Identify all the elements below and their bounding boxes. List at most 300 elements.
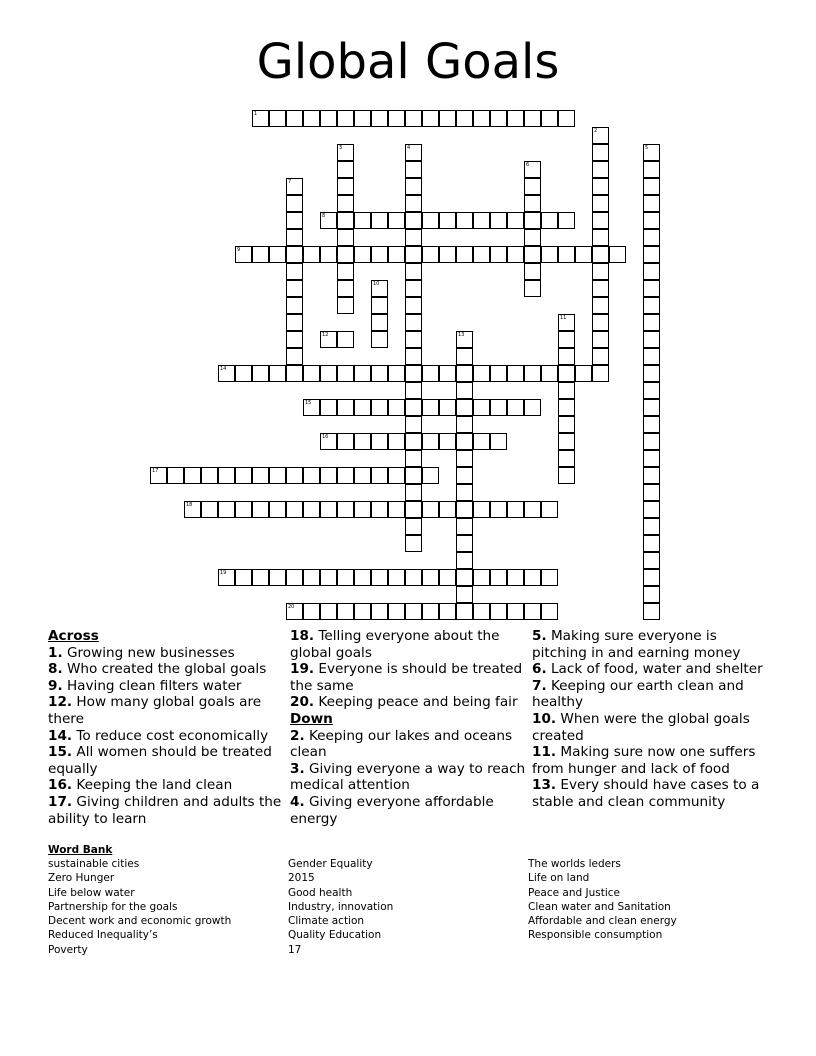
crossword-cell[interactable]	[507, 569, 524, 586]
crossword-cell[interactable]	[643, 586, 660, 603]
cell-number: 12	[322, 332, 329, 338]
crossword-cell[interactable]	[320, 501, 337, 518]
crossword-cell[interactable]	[609, 246, 626, 263]
crossword-cell[interactable]	[422, 399, 439, 416]
crossword-cell[interactable]	[439, 246, 456, 263]
crossword-cell[interactable]	[218, 569, 235, 586]
crossword-cell[interactable]	[439, 603, 456, 620]
crossword-cell[interactable]	[456, 382, 473, 399]
crossword-cell[interactable]	[286, 365, 303, 382]
crossword-cell[interactable]	[541, 569, 558, 586]
crossword-cell[interactable]	[473, 569, 490, 586]
crossword-cell[interactable]	[405, 280, 422, 297]
crossword-cell[interactable]	[405, 144, 422, 161]
crossword-cell[interactable]	[337, 501, 354, 518]
crossword-cell[interactable]	[337, 603, 354, 620]
crossword-cell[interactable]	[354, 246, 371, 263]
crossword-cell[interactable]	[218, 365, 235, 382]
crossword-cell[interactable]	[405, 450, 422, 467]
crossword-cell[interactable]	[337, 365, 354, 382]
crossword-cell[interactable]	[422, 603, 439, 620]
crossword-cell[interactable]	[320, 467, 337, 484]
clue-item	[532, 678, 772, 711]
crossword-cell[interactable]	[524, 569, 541, 586]
crossword-cell[interactable]	[456, 246, 473, 263]
word-bank-item: Good health	[288, 886, 353, 899]
crossword-cell[interactable]	[388, 501, 405, 518]
crossword-cell[interactable]	[388, 603, 405, 620]
crossword-cell[interactable]	[643, 382, 660, 399]
crossword-cell[interactable]	[524, 603, 541, 620]
crossword-cell[interactable]	[337, 280, 354, 297]
crossword-cell[interactable]	[269, 569, 286, 586]
crossword-cell[interactable]	[643, 229, 660, 246]
crossword-cell[interactable]	[286, 178, 303, 195]
crossword-cell[interactable]	[507, 501, 524, 518]
crossword-cell[interactable]	[456, 484, 473, 501]
crossword-cell[interactable]	[473, 501, 490, 518]
crossword-cell[interactable]	[405, 263, 422, 280]
crossword-cell[interactable]	[303, 246, 320, 263]
crossword-cell[interactable]	[286, 212, 303, 229]
crossword-cell[interactable]	[524, 212, 541, 229]
crossword-cell[interactable]	[388, 246, 405, 263]
crossword-cell[interactable]	[337, 297, 354, 314]
crossword-cell[interactable]	[643, 603, 660, 620]
crossword-cell[interactable]	[337, 569, 354, 586]
crossword-cell[interactable]	[575, 246, 592, 263]
crossword-cell[interactable]	[286, 501, 303, 518]
crossword-cell[interactable]	[371, 399, 388, 416]
crossword-cell[interactable]	[371, 314, 388, 331]
crossword-cell[interactable]	[592, 297, 609, 314]
crossword-cell[interactable]	[405, 433, 422, 450]
crossword-cell[interactable]	[286, 246, 303, 263]
crossword-cell[interactable]	[643, 195, 660, 212]
crossword-cell[interactable]	[592, 229, 609, 246]
crossword-cell[interactable]	[524, 161, 541, 178]
crossword-cell[interactable]	[507, 399, 524, 416]
crossword-cell[interactable]	[456, 467, 473, 484]
crossword-cell[interactable]	[337, 178, 354, 195]
crossword-cell[interactable]	[643, 280, 660, 297]
crossword-cell[interactable]	[405, 382, 422, 399]
crossword-cell[interactable]	[558, 331, 575, 348]
crossword-cell[interactable]	[592, 331, 609, 348]
crossword-cell[interactable]	[320, 246, 337, 263]
crossword-cell[interactable]	[490, 501, 507, 518]
crossword-cell[interactable]	[354, 467, 371, 484]
crossword-cell[interactable]	[150, 467, 167, 484]
clue-number: 13.	[532, 777, 557, 794]
crossword-cell[interactable]	[422, 110, 439, 127]
crossword-cell[interactable]	[388, 399, 405, 416]
crossword-cell[interactable]	[354, 399, 371, 416]
word-bank-item: Peace and Justice	[528, 886, 621, 899]
crossword-cell[interactable]	[456, 552, 473, 569]
crossword-cell[interactable]	[643, 246, 660, 263]
crossword-cell[interactable]	[303, 399, 320, 416]
crossword-cell[interactable]	[252, 467, 269, 484]
crossword-cell[interactable]	[269, 501, 286, 518]
crossword-cell[interactable]	[439, 399, 456, 416]
crossword-cell[interactable]	[405, 501, 422, 518]
crossword-cell[interactable]	[371, 331, 388, 348]
crossword-cell[interactable]	[592, 348, 609, 365]
crossword-cell[interactable]	[167, 467, 184, 484]
crossword-cell[interactable]	[201, 501, 218, 518]
crossword-cell[interactable]	[269, 467, 286, 484]
crossword-cell[interactable]	[354, 569, 371, 586]
crossword-cell[interactable]	[235, 246, 252, 263]
crossword-cell[interactable]	[405, 229, 422, 246]
crossword-cell[interactable]	[643, 450, 660, 467]
crossword-cell[interactable]	[320, 110, 337, 127]
crossword-cell[interactable]	[303, 501, 320, 518]
crossword-cell[interactable]	[558, 348, 575, 365]
crossword-cell[interactable]	[439, 569, 456, 586]
crossword-cell[interactable]	[405, 297, 422, 314]
crossword-cell[interactable]	[558, 382, 575, 399]
crossword-cell[interactable]	[286, 229, 303, 246]
crossword-cell[interactable]	[507, 212, 524, 229]
crossword-cell[interactable]	[405, 467, 422, 484]
crossword-cell[interactable]	[252, 501, 269, 518]
crossword-cell[interactable]	[490, 399, 507, 416]
crossword-cell[interactable]	[388, 212, 405, 229]
crossword-cell[interactable]	[592, 314, 609, 331]
crossword-cell[interactable]	[201, 467, 218, 484]
crossword-cell[interactable]	[456, 110, 473, 127]
crossword-cell[interactable]	[405, 416, 422, 433]
crossword-cell[interactable]	[507, 365, 524, 382]
crossword-cell[interactable]	[456, 603, 473, 620]
crossword-cell[interactable]	[371, 110, 388, 127]
crossword-cell[interactable]	[456, 399, 473, 416]
crossword-cell[interactable]	[456, 212, 473, 229]
crossword-cell[interactable]	[507, 603, 524, 620]
crossword-cell[interactable]	[643, 467, 660, 484]
crossword-cell[interactable]	[371, 501, 388, 518]
crossword-cell[interactable]	[643, 331, 660, 348]
crossword-cell[interactable]	[456, 518, 473, 535]
crossword-cell[interactable]	[337, 144, 354, 161]
crossword-cell[interactable]	[439, 501, 456, 518]
crossword-cell[interactable]	[558, 433, 575, 450]
crossword-cell[interactable]	[643, 212, 660, 229]
crossword-cell[interactable]	[269, 246, 286, 263]
crossword-cell[interactable]	[643, 501, 660, 518]
crossword-cell[interactable]	[405, 246, 422, 263]
crossword-cell[interactable]	[286, 569, 303, 586]
crossword-cell[interactable]	[252, 569, 269, 586]
crossword-cell[interactable]	[490, 433, 507, 450]
crossword-cell[interactable]	[286, 314, 303, 331]
crossword-cell[interactable]	[337, 331, 354, 348]
crossword-cell[interactable]	[218, 501, 235, 518]
crossword-cell[interactable]	[524, 246, 541, 263]
crossword-cell[interactable]	[286, 331, 303, 348]
crossword-cell[interactable]	[184, 467, 201, 484]
crossword-cell[interactable]	[592, 246, 609, 263]
crossword-cell[interactable]	[456, 450, 473, 467]
crossword-cell[interactable]	[643, 178, 660, 195]
crossword-cell[interactable]	[388, 467, 405, 484]
clue-text: When were the global goals created	[532, 710, 750, 744]
crossword-cell[interactable]	[286, 348, 303, 365]
crossword-cell[interactable]	[643, 144, 660, 161]
crossword-cell[interactable]	[643, 161, 660, 178]
crossword-cell[interactable]	[337, 399, 354, 416]
crossword-cell[interactable]	[422, 433, 439, 450]
crossword-cell[interactable]	[643, 365, 660, 382]
crossword-cell[interactable]	[524, 195, 541, 212]
crossword-cell[interactable]	[371, 467, 388, 484]
crossword-cell[interactable]	[405, 348, 422, 365]
crossword-cell[interactable]	[303, 467, 320, 484]
crossword-cell[interactable]	[473, 433, 490, 450]
crossword-cell[interactable]	[524, 365, 541, 382]
cell-number: 18	[186, 502, 193, 508]
crossword-cell[interactable]	[524, 263, 541, 280]
crossword-cell[interactable]	[643, 569, 660, 586]
crossword-cell[interactable]	[456, 569, 473, 586]
cell-number: 9	[237, 247, 241, 253]
crossword-cell[interactable]	[388, 433, 405, 450]
crossword-cell[interactable]	[592, 161, 609, 178]
crossword-cell[interactable]	[337, 246, 354, 263]
crossword-cell[interactable]	[473, 212, 490, 229]
crossword-cell[interactable]	[405, 212, 422, 229]
crossword-cell[interactable]	[371, 365, 388, 382]
crossword-cell[interactable]	[524, 110, 541, 127]
crossword-cell[interactable]	[643, 433, 660, 450]
crossword-cell[interactable]	[558, 212, 575, 229]
crossword-cell[interactable]	[524, 178, 541, 195]
crossword-cell[interactable]	[592, 178, 609, 195]
crossword-cell[interactable]	[541, 603, 558, 620]
crossword-cell[interactable]	[592, 195, 609, 212]
crossword-cell[interactable]	[558, 416, 575, 433]
crossword-cell[interactable]	[524, 399, 541, 416]
crossword-cell[interactable]	[405, 535, 422, 552]
crossword-cell[interactable]	[235, 569, 252, 586]
crossword-cell[interactable]	[592, 144, 609, 161]
crossword-cell[interactable]	[592, 127, 609, 144]
crossword-cell[interactable]	[218, 467, 235, 484]
crossword-cell[interactable]	[388, 365, 405, 382]
crossword-cell[interactable]	[422, 467, 439, 484]
crossword-cell[interactable]	[388, 110, 405, 127]
crossword-cell[interactable]	[456, 433, 473, 450]
crossword-cell[interactable]	[524, 229, 541, 246]
crossword-cell[interactable]	[490, 365, 507, 382]
crossword-cell[interactable]	[269, 110, 286, 127]
crossword-cell[interactable]	[320, 365, 337, 382]
crossword-cell[interactable]	[337, 212, 354, 229]
crossword-cell[interactable]	[286, 195, 303, 212]
crossword-cell[interactable]	[184, 501, 201, 518]
crossword-cell[interactable]	[490, 603, 507, 620]
crossword-cell[interactable]	[405, 331, 422, 348]
crossword-cell[interactable]	[507, 110, 524, 127]
crossword-cell[interactable]	[286, 110, 303, 127]
crossword-cell[interactable]	[320, 399, 337, 416]
crossword-cell[interactable]	[456, 535, 473, 552]
crossword-cell[interactable]	[320, 331, 337, 348]
crossword-cell[interactable]	[490, 246, 507, 263]
crossword-cell[interactable]	[473, 365, 490, 382]
crossword-cell[interactable]	[643, 535, 660, 552]
crossword-cell[interactable]	[422, 212, 439, 229]
crossword-cell[interactable]	[439, 365, 456, 382]
crossword-cell[interactable]	[456, 586, 473, 603]
crossword-cell[interactable]	[643, 416, 660, 433]
crossword-cell[interactable]	[354, 365, 371, 382]
clue-item	[48, 694, 284, 727]
crossword-cell[interactable]	[558, 110, 575, 127]
crossword-cell[interactable]	[371, 246, 388, 263]
crossword-cell[interactable]	[354, 212, 371, 229]
crossword-cell[interactable]	[286, 280, 303, 297]
crossword-cell[interactable]	[286, 297, 303, 314]
crossword-cell[interactable]	[320, 603, 337, 620]
crossword-cell[interactable]	[371, 212, 388, 229]
crossword-cell[interactable]	[592, 365, 609, 382]
crossword-cell[interactable]	[405, 110, 422, 127]
crossword-cell[interactable]	[643, 348, 660, 365]
crossword-cell[interactable]	[439, 212, 456, 229]
crossword-cell[interactable]	[405, 314, 422, 331]
crossword-cell[interactable]	[405, 603, 422, 620]
crossword-cell[interactable]	[541, 365, 558, 382]
crossword-cell[interactable]	[592, 212, 609, 229]
crossword-cell[interactable]	[473, 246, 490, 263]
crossword-cell[interactable]	[337, 229, 354, 246]
crossword-cell[interactable]	[405, 365, 422, 382]
crossword-cell[interactable]	[354, 110, 371, 127]
crossword-cell[interactable]	[235, 501, 252, 518]
crossword-cell[interactable]	[473, 110, 490, 127]
crossword-cell[interactable]	[473, 603, 490, 620]
crossword-cell[interactable]	[541, 110, 558, 127]
crossword-cell[interactable]	[558, 365, 575, 382]
crossword-cell[interactable]	[303, 569, 320, 586]
crossword-cell[interactable]	[252, 110, 269, 127]
crossword-cell[interactable]	[371, 280, 388, 297]
crossword-cell[interactable]	[320, 433, 337, 450]
cell-number: 11	[560, 315, 567, 321]
crossword-cell[interactable]	[456, 331, 473, 348]
crossword-cell[interactable]	[439, 433, 456, 450]
crossword-cell[interactable]	[592, 263, 609, 280]
crossword-cell[interactable]	[558, 467, 575, 484]
crossword-cell[interactable]	[354, 501, 371, 518]
crossword-cell[interactable]	[490, 569, 507, 586]
crossword-cell[interactable]	[541, 246, 558, 263]
crossword-cell[interactable]	[405, 484, 422, 501]
crossword-cell[interactable]	[354, 433, 371, 450]
crossword-cell[interactable]	[303, 603, 320, 620]
crossword-cell[interactable]	[456, 501, 473, 518]
crossword-cell[interactable]	[456, 348, 473, 365]
crossword-cell[interactable]	[541, 212, 558, 229]
crossword-cell[interactable]	[337, 263, 354, 280]
crossword-cell[interactable]	[405, 178, 422, 195]
crossword-cell[interactable]	[405, 518, 422, 535]
clue-item	[48, 777, 284, 794]
crossword-cell[interactable]	[558, 399, 575, 416]
crossword-cell[interactable]	[252, 246, 269, 263]
crossword-cell[interactable]	[490, 212, 507, 229]
crossword-cell[interactable]	[286, 467, 303, 484]
crossword-cell[interactable]	[320, 212, 337, 229]
crossword-cell[interactable]	[405, 161, 422, 178]
crossword-cell[interactable]	[371, 433, 388, 450]
crossword-cell[interactable]	[558, 314, 575, 331]
crossword-cell[interactable]	[371, 569, 388, 586]
crossword-cell[interactable]	[643, 314, 660, 331]
crossword-cell[interactable]	[337, 161, 354, 178]
crossword-cell[interactable]	[422, 365, 439, 382]
crossword-cell[interactable]	[371, 603, 388, 620]
crossword-cell[interactable]	[439, 110, 456, 127]
crossword-cell[interactable]	[388, 569, 405, 586]
crossword-cell[interactable]	[422, 569, 439, 586]
crossword-cell[interactable]	[337, 195, 354, 212]
crossword-cell[interactable]	[337, 110, 354, 127]
crossword-cell[interactable]	[524, 501, 541, 518]
crossword-cell[interactable]	[422, 501, 439, 518]
crossword-cell[interactable]	[235, 365, 252, 382]
crossword-cell[interactable]	[269, 365, 286, 382]
crossword-cell[interactable]	[575, 365, 592, 382]
clue-text: Making sure now one suffers from hunger and lack of food	[532, 744, 756, 777]
crossword-cell[interactable]	[337, 433, 354, 450]
crossword-cell[interactable]	[252, 365, 269, 382]
crossword-cell[interactable]	[507, 246, 524, 263]
crossword-cell[interactable]	[286, 603, 303, 620]
crossword-cell[interactable]	[558, 246, 575, 263]
crossword-cell[interactable]	[286, 263, 303, 280]
crossword-cell[interactable]	[235, 467, 252, 484]
crossword-cell[interactable]	[643, 552, 660, 569]
crossword-cell[interactable]	[371, 297, 388, 314]
crossword-cell[interactable]	[541, 501, 558, 518]
crossword-cell[interactable]	[303, 365, 320, 382]
crossword-cell[interactable]	[643, 484, 660, 501]
crossword-cell[interactable]	[456, 416, 473, 433]
crossword-cell[interactable]	[354, 603, 371, 620]
crossword-cell[interactable]	[456, 365, 473, 382]
crossword-cell[interactable]	[490, 110, 507, 127]
crossword-cell[interactable]	[303, 110, 320, 127]
crossword-cell[interactable]	[405, 195, 422, 212]
crossword-cell[interactable]	[592, 280, 609, 297]
crossword-cell[interactable]	[643, 297, 660, 314]
crossword-cell[interactable]	[337, 467, 354, 484]
crossword-cell[interactable]	[473, 399, 490, 416]
crossword-cell[interactable]	[405, 569, 422, 586]
crossword-cell[interactable]	[643, 518, 660, 535]
crossword-cell[interactable]	[524, 280, 541, 297]
crossword-cell[interactable]	[320, 569, 337, 586]
crossword-cell[interactable]	[405, 399, 422, 416]
crossword-cell[interactable]	[643, 263, 660, 280]
crossword-cell[interactable]	[558, 450, 575, 467]
crossword-cell[interactable]	[643, 399, 660, 416]
crossword-cell[interactable]	[422, 246, 439, 263]
